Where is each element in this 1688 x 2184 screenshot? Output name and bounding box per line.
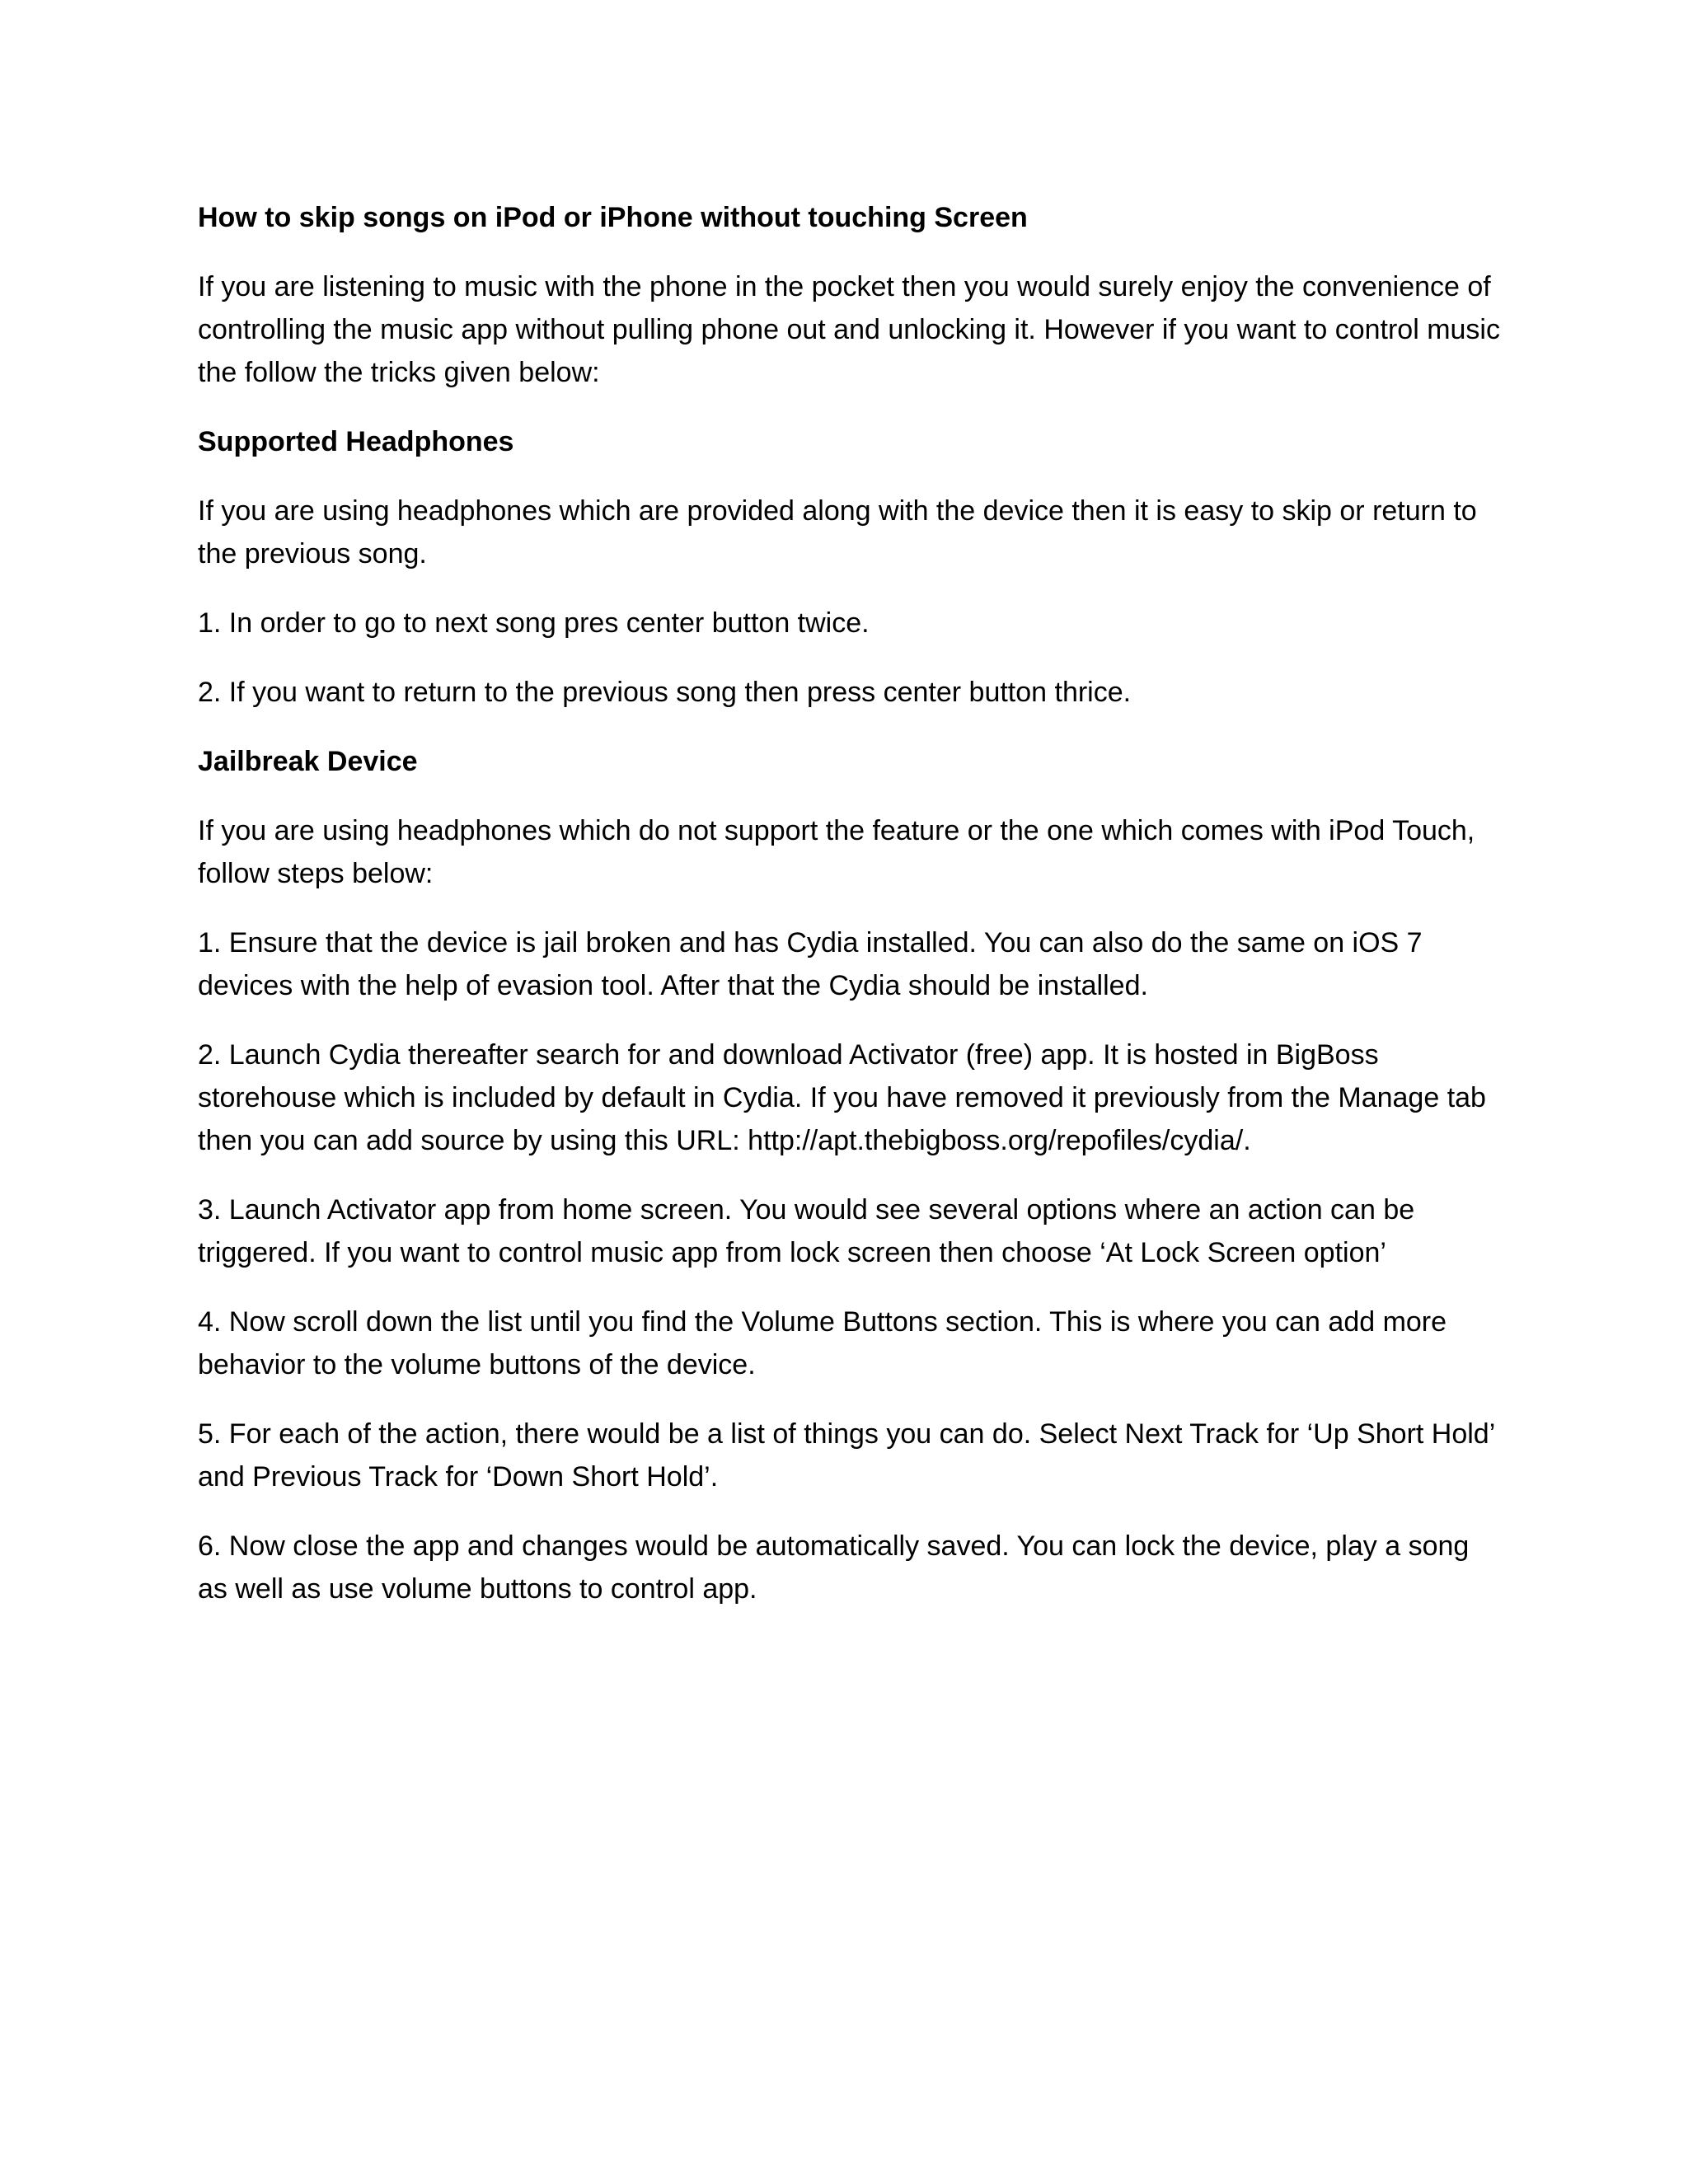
step-item: 4. Now scroll down the list until you find the Volume Buttons section. This is where you can add more behavior to the volume buttons of the device. — [198, 1306, 1447, 1380]
section-paragraph: If you are using headphones which are provided along with the device then it is easy to skip or return to the previous song. — [198, 495, 1477, 569]
step-item: 2. If you want to return to the previous song then press center button thrice. — [198, 677, 1132, 708]
step-item: 3. Launch Activator app from home screen. You would see several options where an action can be triggered. If you want to control music app from lock screen then choose ‘At Lock Screen option’ — [198, 1194, 1415, 1268]
document-title: How to skip songs on iPod or iPhone without touching Screen — [198, 202, 1028, 233]
step-item: 1. In order to go to next song pres center button twice. — [198, 607, 870, 639]
intro-paragraph: If you are listening to music with the phone in the pocket then you would surely enjoy the convenience of controlling the music app without pulling phone out and unlocking it. However if you want to control music the follow the tricks given below: — [198, 271, 1500, 388]
step-item: 6. Now close the app and changes would be automatically saved. You can lock the device, play a song as well as use volume buttons to control app. — [198, 1530, 1470, 1605]
step-item: 1. Ensure that the device is jail broken and has Cydia installed. You can also do the same on iOS 7 devices with the help of evasion tool. After that the Cydia should be installed. — [198, 927, 1423, 1001]
document-body — [198, 196, 1500, 1637]
step-item: 5. For each of the action, there would be a list of things you can do. Select Next Track for ‘Up Short Hold’ and Previous Track for ‘Down Short Hold’. — [198, 1418, 1494, 1493]
section-heading-supported-headphones: Supported Headphones — [198, 426, 514, 457]
section-paragraph: If you are using headphones which do not support the feature or the one which comes with iPod Touch, follow steps below: — [198, 815, 1475, 889]
section-heading-jailbreak-device: Jailbreak Device — [198, 746, 418, 777]
step-item: 2. Launch Cydia thereafter search for and download Activator (free) app. It is hosted in BigBoss storehouse which is included by default in Cydia. If you have removed it previously from the Manage tab then you can add source by using this URL: http://apt.thebigboss.org/repofiles/cydia/. — [198, 1039, 1486, 1156]
